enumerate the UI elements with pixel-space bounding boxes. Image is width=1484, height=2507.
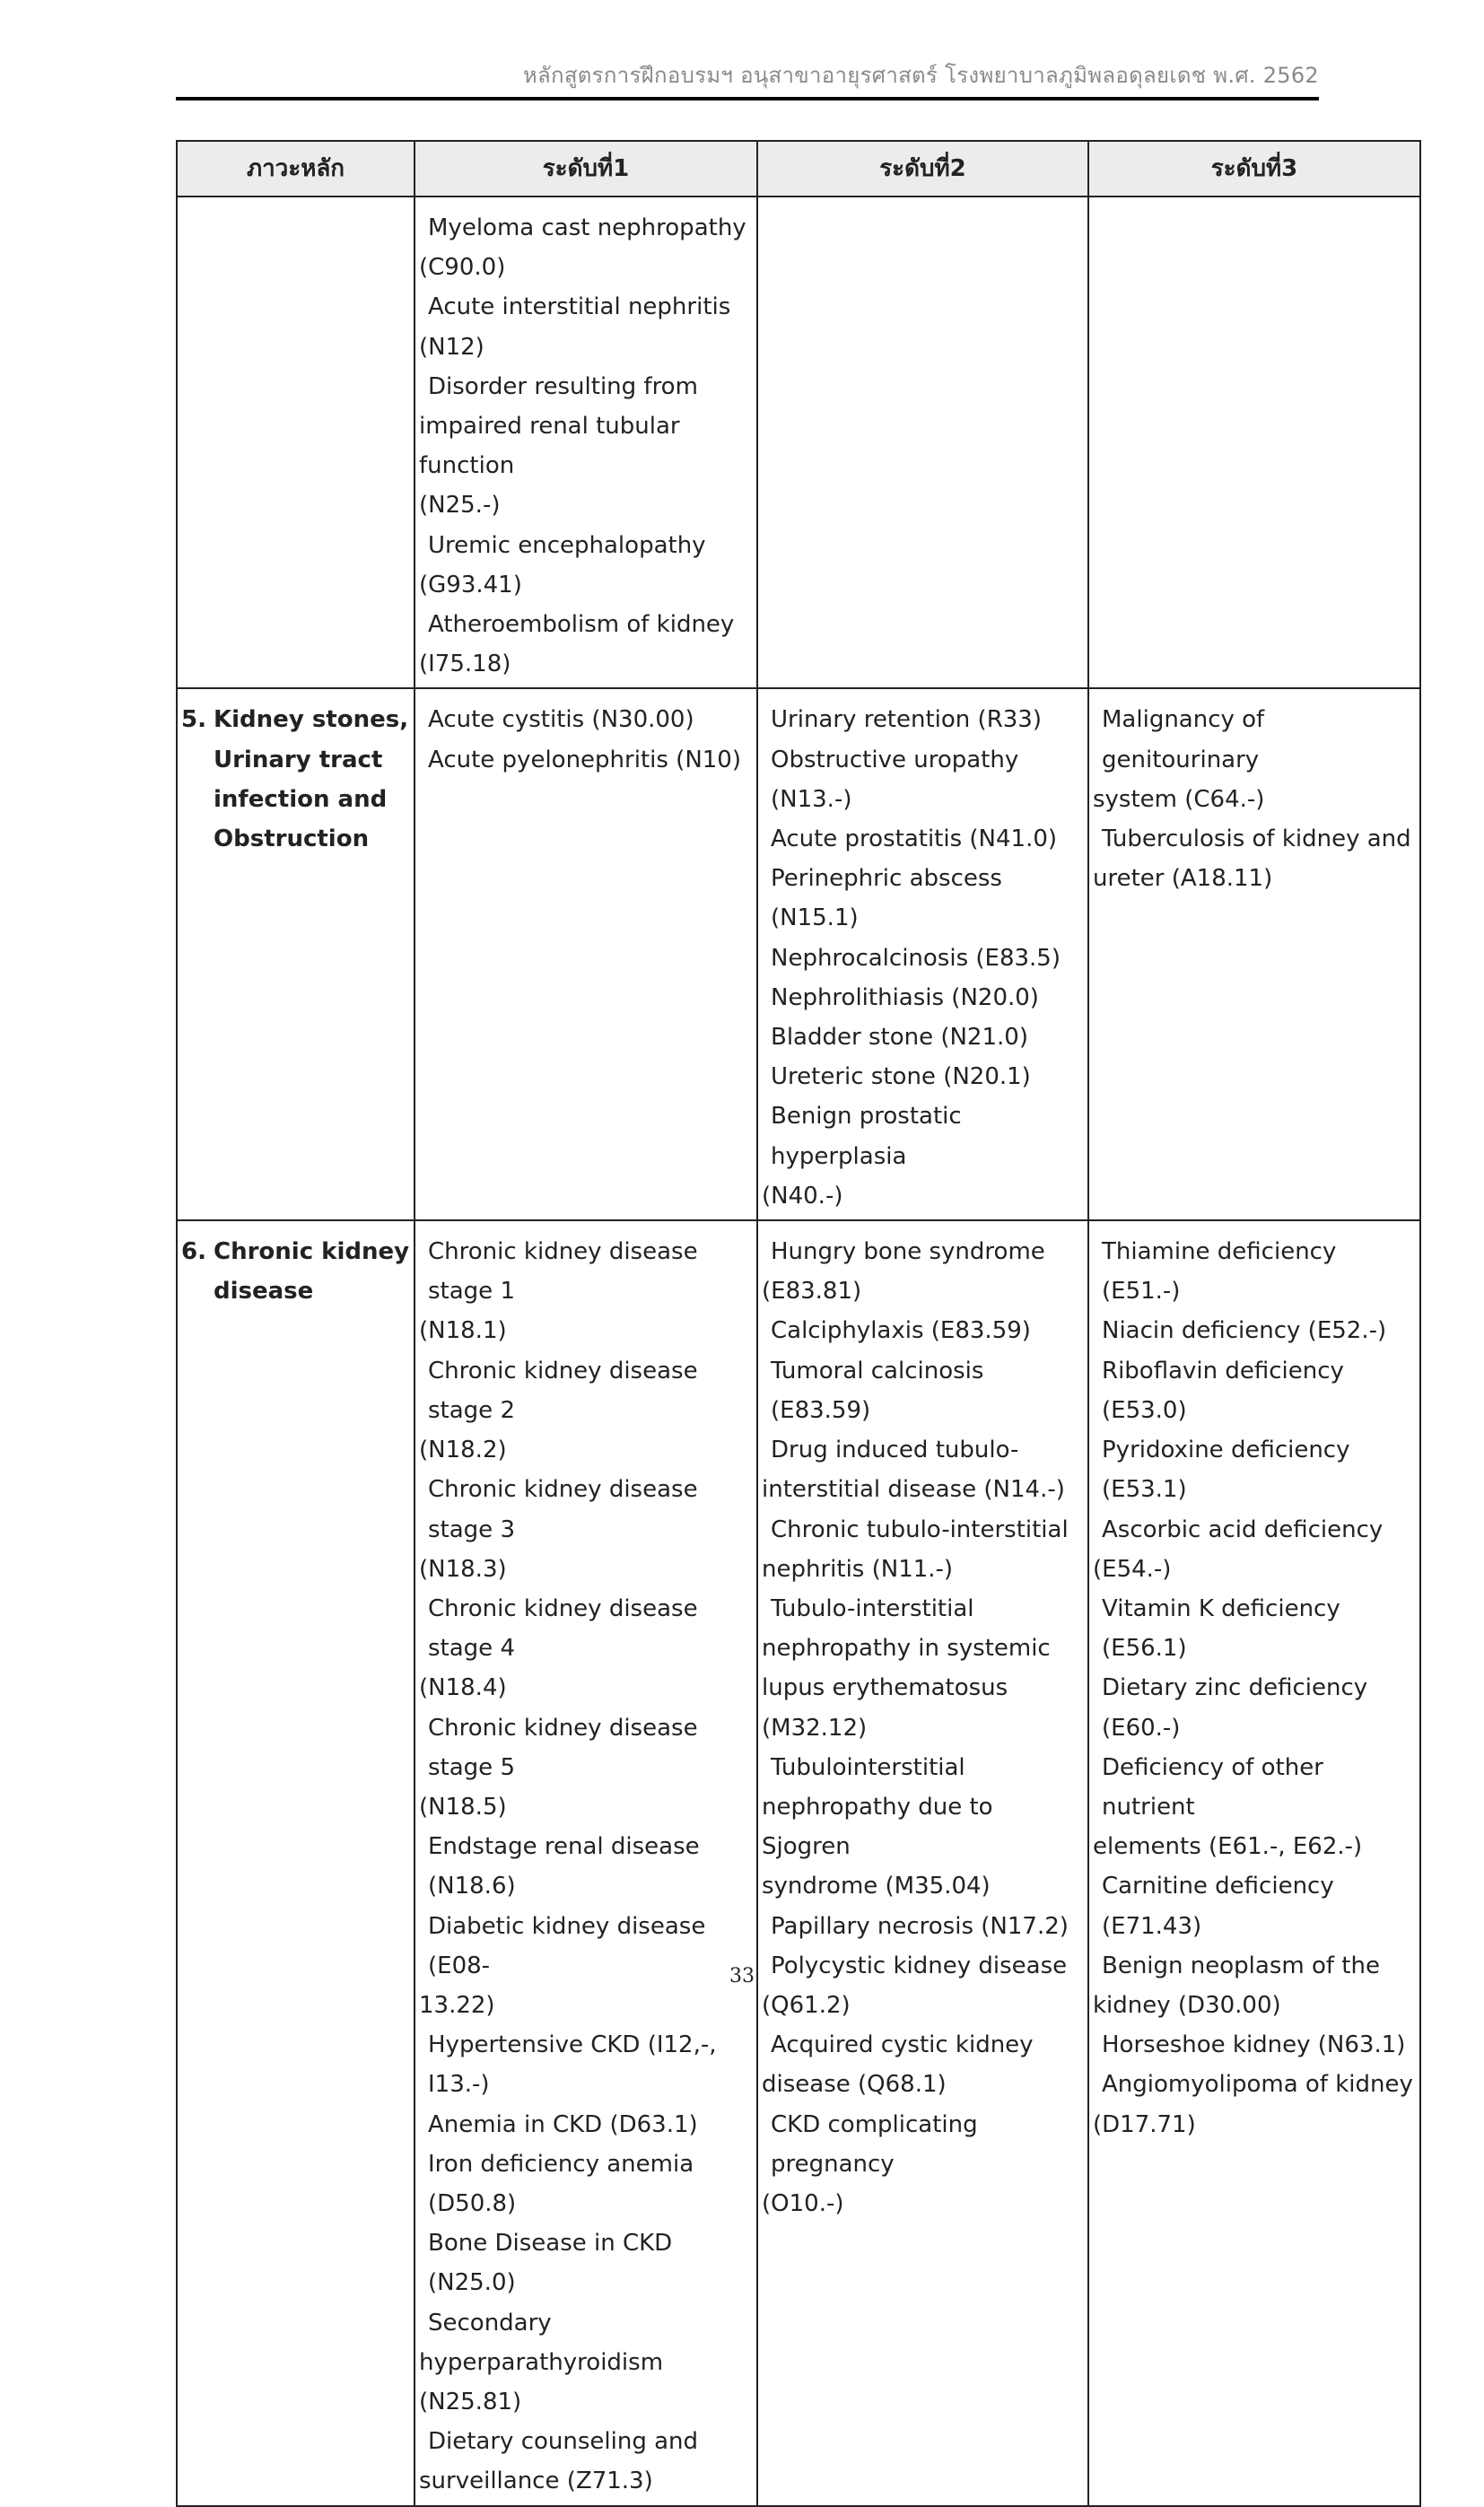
page-number: 33 [729,1965,755,1987]
condition-text-line: surveillance (Z71.3) [419,2468,653,2495]
level-1-cell [415,197,757,688]
condition-entry [419,1470,755,1589]
condition-text-line: Urinary retention (R33) [771,706,1042,734]
condition-entry [419,2422,755,2501]
condition-text-line: interstitial disease (N14.-) [762,1476,1065,1504]
condition-text-line: Nephrocalcinosis (E83.5) [771,944,1061,972]
condition-text-line: Pyridoxine deficiency (E53.1) [1102,1437,1350,1504]
condition-text-line: Acute cystitis (N30.00) [428,706,694,734]
condition-text-line: Obstructive uropathy (N13.-) [771,746,1019,813]
condition-text-line: nephropathy in systemic [762,1635,1051,1663]
condition-text-line: (E54.-) [1093,1555,1172,1583]
condition-entry [762,1510,1086,1589]
condition-text-line: Riboflavin deficiency (E53.0) [1102,1357,1344,1424]
condition-text-line: Chronic kidney disease stage 4 [428,1594,698,1663]
condition-entry [1093,1232,1418,1311]
condition-text-line: Vitamin K deficiency (E56.1) [1102,1594,1340,1663]
curriculum-table [176,140,1421,2507]
condition-entry [762,859,1086,938]
condition-entry [1093,1668,1418,1747]
condition-text-line: (E83.81) [762,1278,862,1306]
condition-entry [419,605,755,684]
condition-entry [1093,1311,1418,1350]
condition-text-line: Acquired cystic kidney [771,2031,1034,2059]
condition-entry [762,2105,1086,2224]
condition-text-line: Papillary necrosis (N17.2) [771,1912,1069,1940]
condition-entry [1093,1430,1418,1509]
level-2-cell [757,1220,1088,2506]
condition-text-line: Myeloma cast nephropathy [428,214,746,241]
condition-entry [419,526,755,605]
condition-text-line: disease (Q68.1) [762,2071,947,2099]
condition-text-line: CKD complicating pregnancy [771,2110,978,2178]
level-3-cell [1088,1220,1420,2506]
condition-text-line: (N18.1) [419,1317,507,1345]
condition-text-line: Horseshoe kidney (N63.1) [1102,2031,1406,2059]
condition-entry [1093,1351,1418,1430]
condition-text-line: Atheroembolism of kidney [428,611,735,639]
condition-entry [762,939,1086,978]
category-cell [177,1220,415,2506]
condition-text-line: Thiamine deficiency (E51.-) [1102,1238,1337,1306]
condition-entry [419,2223,755,2302]
condition-entry [419,740,755,780]
condition-entry [419,2144,755,2223]
condition-entry [419,2105,755,2144]
condition-text-line: Chronic kidney disease stage 1 [428,1238,698,1306]
condition-text-line: Benign neoplasm of the [1102,1952,1380,1979]
condition-text-line: Deficiency of other nutrient [1102,1753,1323,1821]
condition-entry [419,367,755,526]
condition-text-line: elements (E61.-, E62.-) [1093,1833,1363,1861]
condition-text-line: Tubulointerstitial [771,1753,965,1781]
condition-text-line: Uremic encephalopathy [428,531,706,559]
condition-text-line: Dietary zinc deficiency (E60.-) [1102,1674,1368,1742]
condition-entry [762,2025,1086,2104]
table-header-row [177,141,1420,197]
condition-entry [1093,1510,1418,1589]
condition-text-line: Tuberculosis of kidney and [1102,825,1411,853]
condition-text-line: Acute interstitial nephritis [428,293,731,321]
condition-text-line: Nephrolithiasis (N20.0) [771,983,1039,1011]
condition-entry [1093,1589,1418,1668]
condition-entry [762,1311,1086,1350]
condition-text-line: Diabetic kidney disease (E08- [428,1912,706,1979]
running-header: หลักสูตรการฝึกอบรมฯ อนุสาขาอายุรศาสตร์ โรงพยาบาลภูมิพลอดุลยเดช พ.ศ. 2562 [522,63,1319,88]
condition-text-line: Secondary [428,2309,552,2337]
condition-text-line: Iron deficiency anemia (D50.8) [428,2150,694,2217]
condition-entry [762,1096,1086,1216]
condition-entry [419,208,755,287]
condition-text-line: Hypertensive CKD (I12,-, I13.-) [428,2031,717,2099]
condition-text-line: kidney (D30.00) [1093,1991,1281,2019]
column-header-level-2: ระดับที่2 [757,141,1088,197]
condition-text-line: Chronic kidney disease stage 5 [428,1714,698,1781]
condition-entry [762,1018,1086,1057]
condition-text-line: Ascorbic acid deficiency [1102,1516,1384,1543]
condition-text-line: nephritis (N11.-) [762,1555,954,1583]
condition-text-line: system (C64.-) [1093,785,1265,813]
condition-text-line: Endstage renal disease (N18.6) [428,1833,700,1900]
category-cell [177,688,415,1220]
condition-text-line: (G93.41) [419,571,522,598]
condition-text-line: Disorder resulting from [428,372,698,400]
column-header-level-3: ระดับที่3 [1088,141,1420,197]
condition-text-line: Polycystic kidney disease [771,1952,1068,1979]
condition-text-line: Tubulo-interstitial [771,1594,974,1622]
condition-text-line: nephropathy due to Sjogren [762,1793,993,1861]
condition-text-line: Benign prostatic hyperplasia [771,1103,962,1170]
level-3-cell [1088,197,1420,688]
condition-entry [419,2025,755,2104]
condition-entry [762,978,1086,1018]
condition-text-line: Chronic tubulo-interstitial [771,1516,1069,1543]
condition-entry [419,2303,755,2423]
condition-text-line: Calciphylaxis (E83.59) [771,1317,1031,1345]
table-row [177,688,1420,1220]
condition-text-line: Angiomyolipoma of kidney [1102,2071,1413,2099]
condition-text-line: Tumoral calcinosis (E83.59) [771,1357,984,1424]
condition-text-line: lupus erythematosus (M32.12) [762,1674,1008,1742]
condition-entry [762,1232,1086,1311]
condition-text-line: (N18.2) [419,1437,507,1464]
condition-text-line: Drug induced tubulo- [771,1437,1019,1464]
condition-entry [419,1827,755,1906]
column-header-main-condition: ภาวะหลัก [177,141,415,197]
condition-entry [419,1351,755,1471]
condition-entry [762,1589,1086,1748]
condition-text-line: hyperparathyroidism (N25.81) [419,2348,664,2415]
condition-entry [762,819,1086,859]
condition-entry [1093,2025,1418,2065]
condition-text-line: Acute prostatitis (N41.0) [771,825,1058,853]
category-number: 5. [181,706,206,734]
condition-text-line: (N25.-) [419,492,501,520]
condition-entry [762,1748,1086,1907]
condition-text-line: Niacin deficiency (E52.-) [1102,1317,1387,1345]
condition-text-line: (N18.3) [419,1555,507,1583]
condition-entry [1093,700,1418,819]
category-label: Chronic kidney disease [214,1238,410,1306]
condition-text-line: (N40.-) [762,1182,843,1210]
level-1-cell [415,1220,757,2506]
condition-text-line: Hungry bone syndrome [771,1238,1045,1266]
condition-entry [762,1057,1086,1096]
category-label: Kidney stones, Urinary tract infection and Obstruction [214,706,409,853]
condition-entry [1093,1866,1418,1945]
condition-text-line: Bone Disease in CKD (N25.0) [428,2230,673,2297]
table-row [177,197,1420,688]
condition-text-line: Anemia in CKD (D63.1) [428,2110,698,2138]
condition-entry [762,700,1086,739]
condition-entry [419,1708,755,1828]
level-2-cell [757,197,1088,688]
condition-entry [762,1351,1086,1430]
condition-text-line: impaired renal tubular function [419,413,680,480]
condition-text-line: Malignancy of genitourinary [1102,706,1265,773]
condition-text-line: Ureteric stone (N20.1) [771,1063,1031,1091]
condition-text-line: (N12) [419,333,484,361]
condition-entry [419,700,755,739]
condition-text-line: Chronic kidney disease stage 3 [428,1476,698,1543]
condition-entry [1093,1748,1418,1867]
column-header-level-1: ระดับที่1 [415,141,757,197]
condition-entry [1093,819,1418,898]
condition-text-line: Acute pyelonephritis (N10) [428,746,741,773]
condition-entry [762,1430,1086,1509]
level-3-cell [1088,688,1420,1220]
condition-text-line: Carnitine deficiency (E71.43) [1102,1873,1334,1940]
condition-text-line: (O10.-) [762,2189,844,2217]
condition-entry [762,740,1086,819]
condition-text-line: syndrome (M35.04) [762,1873,991,1900]
condition-text-line: (N18.4) [419,1674,507,1702]
level-1-cell [415,688,757,1220]
table-row [177,1220,1420,2506]
condition-text-line: Dietary counseling and [428,2428,699,2456]
condition-text-line: (Q61.2) [762,1991,851,2019]
condition-entry [419,287,755,366]
level-2-cell [757,688,1088,1220]
condition-text-line: (N18.5) [419,1793,507,1821]
condition-text-line: Chronic kidney disease stage 2 [428,1357,698,1424]
condition-text-line: (C90.0) [419,254,506,282]
condition-entry [419,1232,755,1351]
category-cell [177,197,415,688]
condition-text-line: 13.22) [419,1991,495,2019]
condition-text-line: ureter (A18.11) [1093,865,1273,893]
condition-text-line: (I75.18) [419,651,511,678]
condition-text-line: Perinephric abscess (N15.1) [771,865,1002,932]
condition-text-line: (D17.71) [1093,2110,1196,2138]
condition-entry [1093,2065,1418,2144]
header-rule [176,97,1319,100]
condition-entry [762,1907,1086,1946]
category-number: 6. [181,1238,206,1266]
condition-text-line: Bladder stone (N21.0) [771,1024,1028,1052]
condition-entry [419,1589,755,1708]
